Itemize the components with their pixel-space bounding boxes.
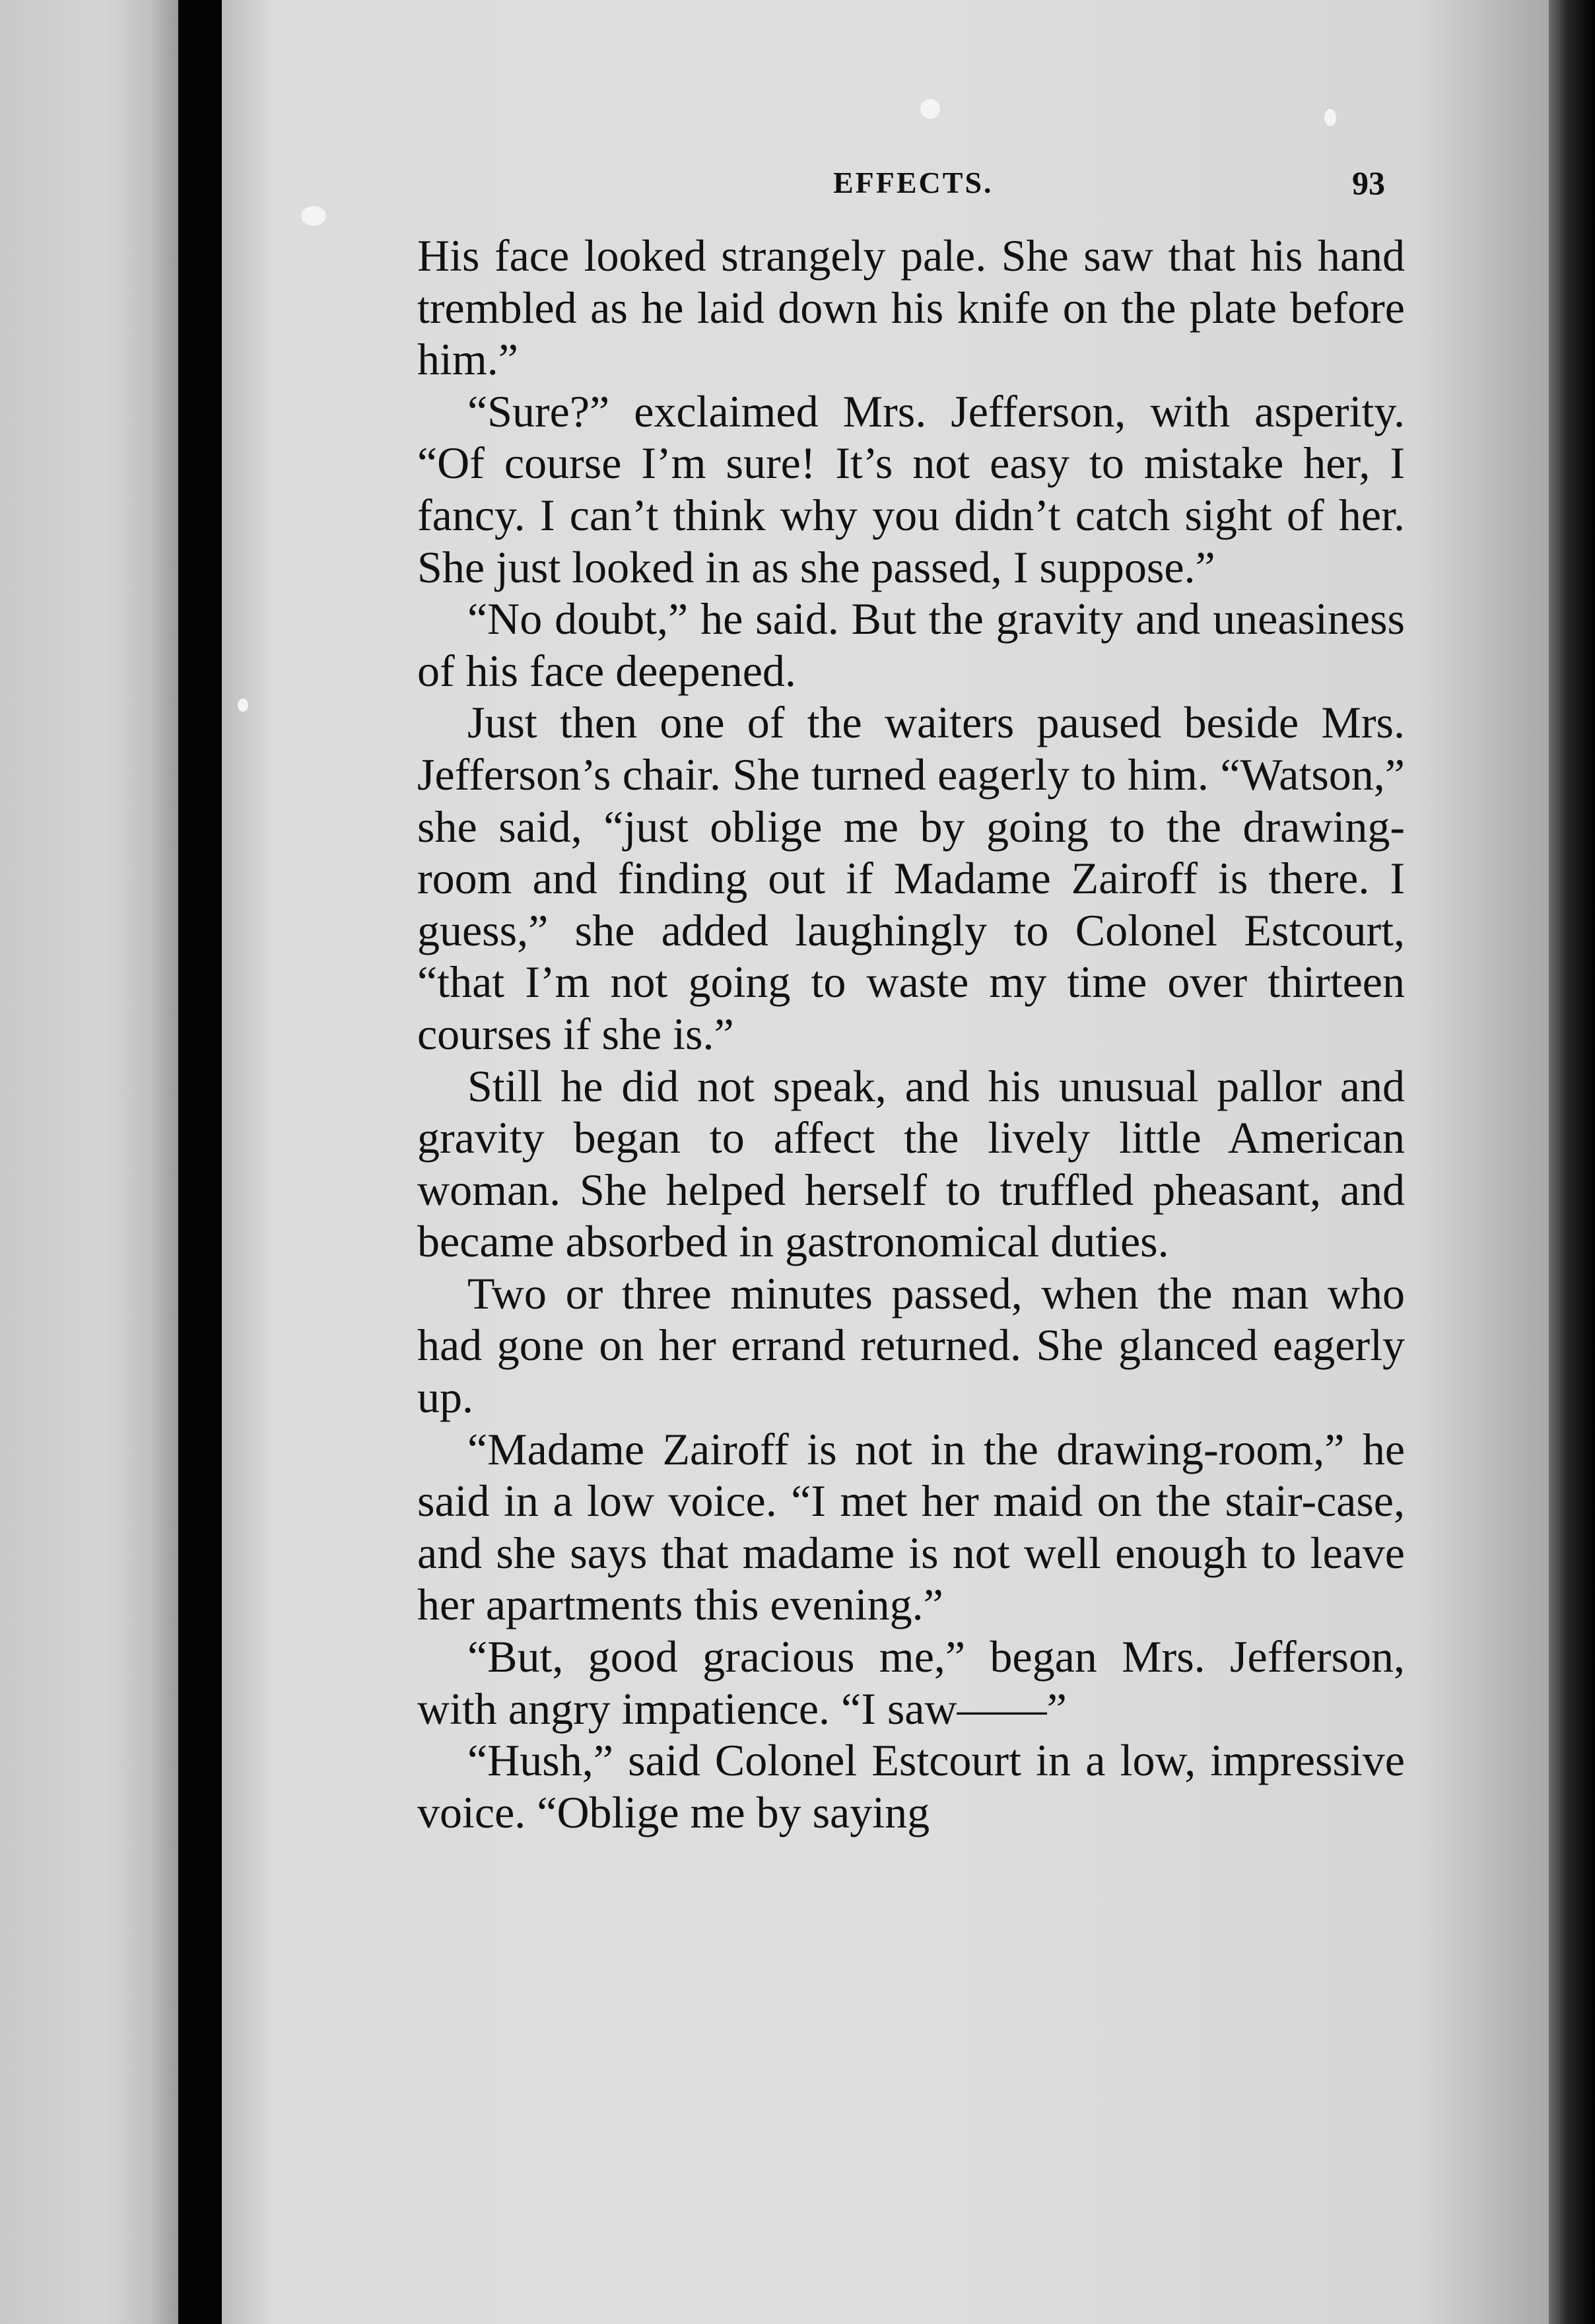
paragraph: His face looked strangely pale. She saw that his hand trembled as he laid down his knife on the plate before him.” <box>417 230 1405 385</box>
paragraph: “No doubt,” he said. But the gravity and uneasiness of his face deepened. <box>417 594 1405 696</box>
page-number: 93 <box>1352 164 1385 201</box>
paragraph: “Sure?” exclaimed Mrs. Jefferson, with asperity. “Of course I’m sure! It’s not easy to mistake her, I fancy. I can’t think why you didn’t catch sight of her. She just looked in as she passed, I suppose.” <box>417 386 1405 592</box>
scan-speck <box>920 99 940 119</box>
paragraph: “Hush,” said Colonel Estcourt in a low, impressive voice. “Oblige me by saying <box>417 1735 1405 1837</box>
scan-speck <box>1324 109 1336 126</box>
left-page-edge <box>0 0 178 2324</box>
book-gutter <box>178 0 222 2324</box>
scan-speck <box>238 699 248 712</box>
page-edge-shadow <box>1549 0 1595 2324</box>
paragraph: “But, good gracious me,” began Mrs. Jefferson, with angry impatience. “I saw——” <box>417 1631 1405 1734</box>
running-head: EFFECTS. <box>833 166 994 199</box>
paragraph: Just then one of the waiters paused beside Mrs. Jefferson’s chair. She turned eagerly to him. “Watson,” she said, “just oblige me by going to the drawing-room and finding out if Madame Zairoff is there. I guess,” she added laughingly to Colonel Estcourt, “that I’m not going to waste my time over thirteen courses if she is.” <box>417 697 1405 1059</box>
body-text <box>417 230 1405 1838</box>
scan-speck <box>301 206 326 226</box>
paragraph: Still he did not speak, and his unusual pallor and gravity began to affect the lively little American woman. She helped herself to truffled pheasant, and became absorbed in gastronomical duties. <box>417 1060 1405 1267</box>
paragraph: “Madame Zairoff is not in the drawing-room,” he said in a low voice. “I met her maid on the stair-case, and she says that madame is not well enough to leave her apartments this evening.” <box>417 1423 1405 1630</box>
paragraph: Two or three minutes passed, when the man who had gone on her errand returned. She glanced eagerly up. <box>417 1268 1405 1423</box>
